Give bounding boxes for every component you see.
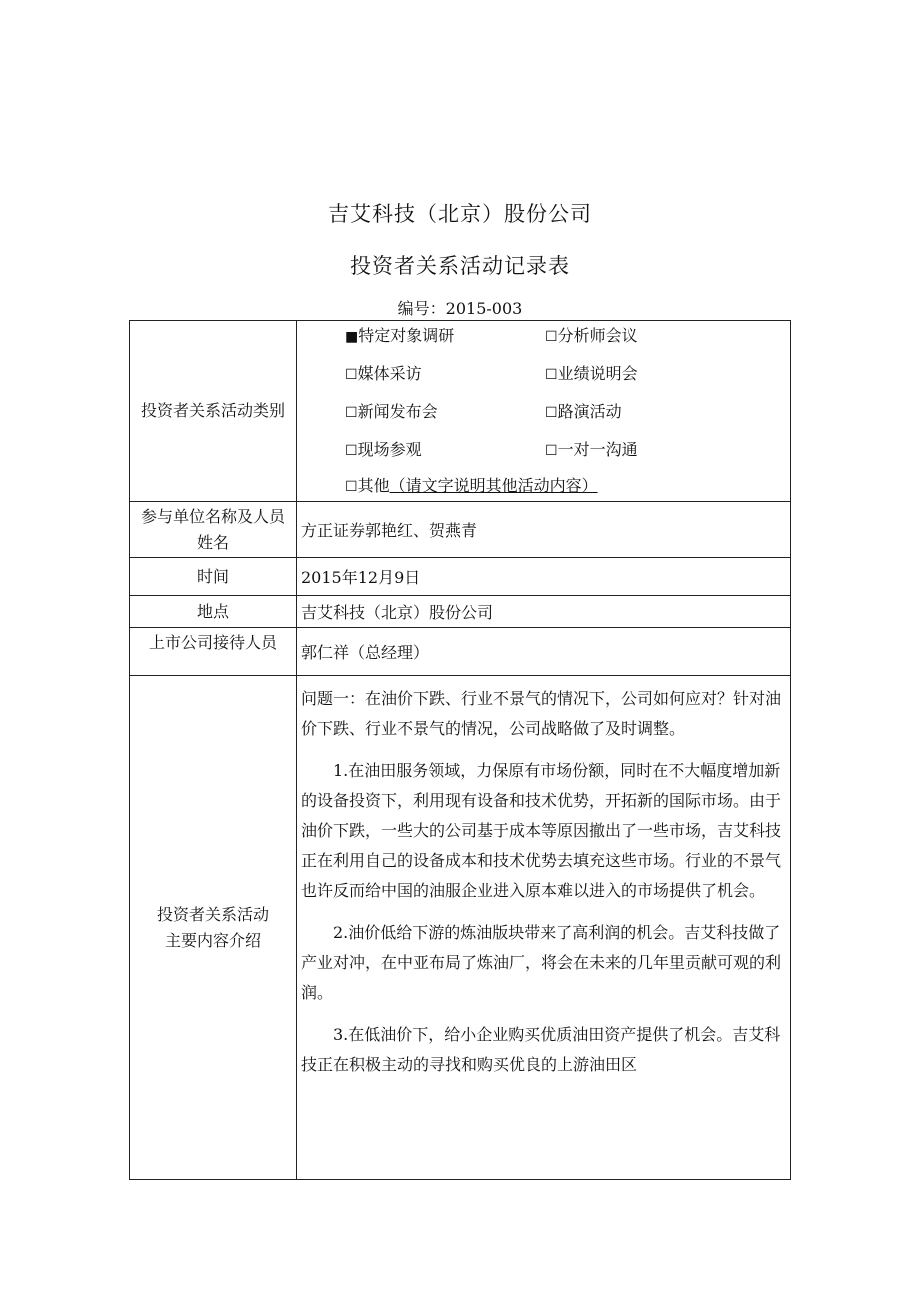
- record-table: [129, 320, 791, 1180]
- time-label: 时间: [130, 558, 297, 596]
- checkbox-checked-icon: ■: [345, 329, 359, 345]
- option-earnings-call[interactable]: ☐业绩说明会: [545, 364, 638, 383]
- option-one-on-one[interactable]: ☐一对一沟通: [545, 440, 638, 459]
- location-label: 地点: [130, 596, 297, 628]
- point-3: 3.在低油价下，给小企业购买优质油田资产提供了机会。吉艾科技正在积极主动的寻找和购买优良的上游油田区: [301, 1025, 781, 1074]
- serial-number: 编号：2015-003: [397, 299, 523, 318]
- other-note: （请文字说明其他活动内容）: [389, 476, 598, 495]
- activity-type-options: [301, 321, 790, 501]
- main-content-label-2: 主要内容介绍: [164, 930, 261, 950]
- checkbox-icon: ☐: [345, 479, 358, 495]
- checkbox-icon: ☐: [545, 367, 558, 383]
- option-analyst-meeting[interactable]: ☐分析师会议: [545, 326, 638, 345]
- location-row: [130, 596, 791, 628]
- option-roadshow[interactable]: ☐路演活动: [545, 402, 622, 421]
- activity-type-row: [130, 321, 791, 502]
- option-special-research[interactable]: ■特定对象调研: [345, 326, 455, 345]
- checkbox-icon: ☐: [345, 405, 358, 421]
- reception-label: 上市公司接待人员: [130, 628, 297, 676]
- point-1: 1.在油田服务领域，力保原有市场份额，同时在不大幅度增加新的设备投资下，利用现有设备和技术优势，开拓新的国际市场。由于油价下跌，一些大的公司基于成本等原因撤出了一些市场，吉艾科技正在利用自己的设备成本和技术优势去填充这些市场。行业的不景气也许反而给中国的油服企业进入原本难以进入的市场提供了机会。: [301, 761, 782, 900]
- main-content-row: [130, 676, 791, 1180]
- main-content-body: [301, 684, 790, 1179]
- reception-row: [130, 628, 791, 676]
- option-media-interview[interactable]: ☐媒体采访: [345, 364, 422, 383]
- option-site-visit[interactable]: ☐现场参观: [345, 440, 422, 459]
- option-press-conference[interactable]: ☐新闻发布会: [345, 402, 438, 421]
- checkbox-icon: ☐: [345, 443, 358, 459]
- participants-label: 参与单位名称及人员姓名: [130, 502, 297, 558]
- company-title: 吉艾科技（北京）股份公司: [328, 202, 592, 226]
- time-row: [130, 558, 791, 596]
- option-other[interactable]: ☐其他（请文字说明其他活动内容）: [345, 476, 598, 495]
- participants-value: 方正证券郭艳红、贺燕青: [297, 502, 791, 558]
- form-title: 投资者关系活动记录表: [350, 254, 570, 278]
- reception-value: 郭仁祥（总经理）: [297, 628, 791, 676]
- time-value: 2015年12月9日: [297, 558, 791, 596]
- checkbox-icon: ☐: [545, 443, 558, 459]
- point-2: 2.油价低给下游的炼油版块带来了高利润的机会。吉艾科技做了产业对冲，在中亚布局了炼油厂，将会在未来的几年里贡献可观的利润。: [301, 923, 782, 1002]
- checkbox-icon: ☐: [545, 405, 558, 421]
- checkbox-icon: ☐: [345, 367, 358, 383]
- activity-type-label: 投资者关系活动类别: [130, 321, 297, 502]
- question-1: 问题一：在油价下跌、行业不景气的情况下，公司如何应对？针对油价下跌、行业不景气的情况，公司战略做了及时调整。: [301, 689, 782, 738]
- participants-row: [130, 502, 791, 558]
- location-value: 吉艾科技（北京）股份公司: [297, 596, 791, 628]
- checkbox-icon: ☐: [545, 329, 558, 345]
- main-content-label-1: 投资者关系活动: [156, 904, 269, 924]
